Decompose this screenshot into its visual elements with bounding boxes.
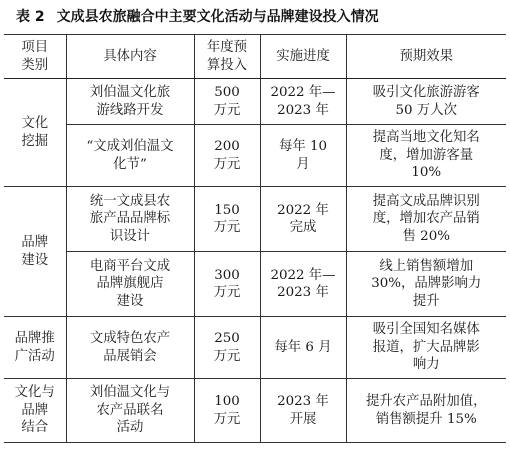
investment-line: 100 <box>214 394 240 409</box>
category-line: 品牌推 <box>14 331 55 346</box>
table-title: 文成县农旅融合中主要文化活动与品牌建设投入情况 <box>56 9 379 25</box>
header-category-line: 类别 <box>21 57 49 73</box>
progress-cell <box>260 252 346 317</box>
content-cell <box>66 79 194 125</box>
effect-cell <box>346 125 506 187</box>
investment-line: 万元 <box>213 220 241 235</box>
investment-cell <box>194 317 260 379</box>
investment-line: 万元 <box>213 285 241 300</box>
progress-cell <box>260 317 346 379</box>
progress-line: 2023 年 <box>277 102 329 118</box>
investment-line: 200 <box>214 139 240 154</box>
progress-line: 开展 <box>289 411 317 427</box>
effect-line: 度，增加农产品销 <box>372 211 480 227</box>
content-line: 文成特色农产 <box>89 331 171 346</box>
table-row <box>4 79 506 125</box>
effect-cell <box>346 187 506 252</box>
progress-line: 月 <box>296 156 310 172</box>
effect-line: 提升 <box>412 293 440 309</box>
table-row <box>4 252 506 317</box>
category-line: 挖掘 <box>21 133 49 149</box>
investment-cell <box>194 79 260 125</box>
content-line: 建设 <box>116 293 144 309</box>
header-effect-label: 预期效果 <box>399 48 454 64</box>
header-investment <box>194 35 260 79</box>
investment-cell <box>194 379 260 443</box>
content-line: 活动 <box>116 420 144 436</box>
category-line: 文化 <box>21 116 49 131</box>
investment-line: 250 <box>214 331 240 346</box>
content-line: 旅产品品牌标 <box>89 211 171 227</box>
progress-line: 2022 年— <box>270 267 336 283</box>
category-line: 建设 <box>21 252 49 268</box>
effect-line: 提高当地文化知名 <box>372 130 480 146</box>
content-cell <box>66 125 194 187</box>
header-effect <box>346 35 506 79</box>
header-category-line: 项目 <box>21 40 49 55</box>
category-cell <box>4 79 66 187</box>
content-line: 品展销会 <box>103 348 157 364</box>
investment-line: 万元 <box>213 156 241 172</box>
effect-line: 30%，品牌影响力 <box>371 276 482 292</box>
header-category <box>4 35 66 79</box>
progress-cell <box>260 379 346 443</box>
investment-line: 500 <box>214 85 240 100</box>
investment-cell <box>194 252 260 317</box>
investment-line: 300 <box>214 267 240 283</box>
effect-line: 吸引全国知名媒体 <box>372 322 480 338</box>
category-line: 品牌 <box>21 402 49 418</box>
category-cell <box>4 317 66 379</box>
effect-line: 50 万人次 <box>395 102 457 118</box>
investment-cell <box>194 187 260 252</box>
progress-cell <box>260 79 346 125</box>
content-line: 化节” <box>113 156 147 172</box>
content-cell <box>66 379 194 443</box>
header-progress-label: 实施进度 <box>276 48 330 64</box>
effect-line: 度，增加游客量 <box>379 147 474 163</box>
effect-cell <box>346 252 506 317</box>
header-content <box>66 35 194 79</box>
content-line: 品牌旗舰店 <box>96 276 164 292</box>
category-line: 文化与 <box>14 385 55 401</box>
effect-line: 售 20% <box>402 228 450 244</box>
investment-line: 万元 <box>213 348 241 364</box>
content-cell <box>66 252 194 317</box>
effect-line: 报道，扩大品牌影 <box>372 339 480 355</box>
investment-cell <box>194 125 260 187</box>
effect-cell <box>346 317 506 379</box>
category-line: 结合 <box>21 420 49 436</box>
progress-cell <box>260 125 346 187</box>
table-number: 表 2 <box>16 9 45 25</box>
header-investment-line: 年度预 <box>206 40 248 55</box>
category-line: 品牌 <box>21 235 49 250</box>
effect-line: 线上销售额增加 <box>379 258 474 274</box>
effect-line: 吸引文化旅游游客 <box>372 85 480 100</box>
investment-line: 万元 <box>213 102 241 118</box>
effect-line: 销售额提升 15% <box>375 411 477 427</box>
content-line: 电商平台文成 <box>89 258 171 274</box>
progress-line: 每年 10 <box>278 139 328 154</box>
progress-line: 2023 年 <box>277 285 329 300</box>
content-line: 识设计 <box>109 228 151 244</box>
progress-line: 2023 年 <box>277 394 329 409</box>
table-row <box>4 125 506 187</box>
header-progress <box>260 35 346 79</box>
table-body <box>4 79 506 443</box>
progress-line: 完成 <box>289 220 317 235</box>
table-caption <box>16 6 379 26</box>
investment-line: 万元 <box>213 411 241 427</box>
table-row <box>4 379 506 443</box>
header-content-label: 具体内容 <box>103 48 157 64</box>
header-investment-line: 算投入 <box>206 57 248 73</box>
effect-line: 提升农产品附加值， <box>365 394 487 409</box>
content-line: 统一文成县农 <box>89 193 171 209</box>
content-line: “文成刘伯温文 <box>86 139 174 154</box>
content-line: 农产品联名 <box>96 402 164 418</box>
progress-line: 2022 年— <box>270 85 336 100</box>
category-line: 广活动 <box>14 348 55 364</box>
progress-line: 每年 6 月 <box>274 339 332 355</box>
content-line: 刘伯温文化旅 <box>89 85 171 100</box>
effect-line: 响力 <box>412 357 440 373</box>
effect-cell <box>346 79 506 125</box>
effect-line: 10% <box>411 165 442 181</box>
category-cell <box>4 379 66 443</box>
effect-cell <box>346 379 506 443</box>
investment-table <box>4 34 506 443</box>
content-cell <box>66 187 194 252</box>
progress-cell <box>260 187 346 252</box>
table-row <box>4 187 506 252</box>
content-line: 刘伯温文化与 <box>89 385 171 401</box>
content-line: 游线路开发 <box>96 102 164 118</box>
category-cell <box>4 187 66 317</box>
progress-line: 2022 年 <box>277 202 329 218</box>
investment-line: 150 <box>214 202 240 218</box>
effect-line: 提高文成品牌识别 <box>372 193 480 209</box>
table-header <box>4 35 506 79</box>
table-row <box>4 317 506 379</box>
content-cell <box>66 317 194 379</box>
header-row <box>4 35 506 79</box>
